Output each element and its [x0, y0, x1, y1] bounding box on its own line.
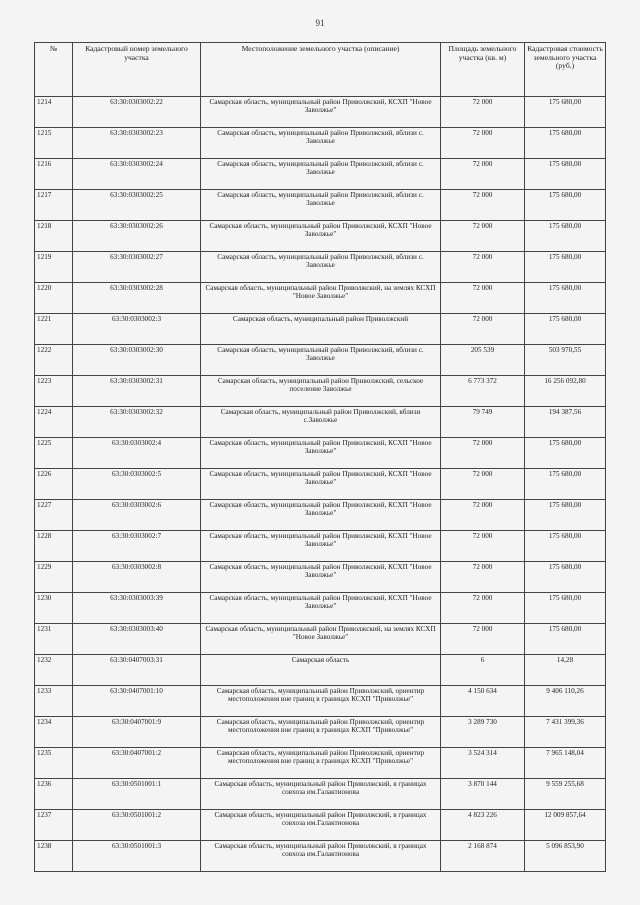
- cell-cadastral-cost: 9 559 255,68: [525, 779, 606, 810]
- cell-cadastral-number: 63:30:0303002:5: [73, 469, 201, 500]
- cell-num: 1220: [35, 283, 73, 314]
- cell-location: Самарская область, муниципальный район Приволжский, вблизи с. Заволжье: [201, 252, 441, 283]
- table-row: [35, 779, 606, 810]
- cell-num: 1227: [35, 500, 73, 531]
- cell-num: 1233: [35, 686, 73, 717]
- cell-num: 1236: [35, 779, 73, 810]
- land-plots-table: [34, 42, 606, 872]
- table-row: [35, 748, 606, 779]
- cell-cadastral-cost: 175 680,00: [525, 252, 606, 283]
- cell-cadastral-cost: 14,28: [525, 655, 606, 686]
- cell-cadastral-cost: 175 680,00: [525, 97, 606, 128]
- cell-cadastral-number: 63:30:0303002:28: [73, 283, 201, 314]
- cell-num: 1230: [35, 593, 73, 624]
- cell-cadastral-number: 63:30:0407001:2: [73, 748, 201, 779]
- cell-cadastral-cost: 175 680,00: [525, 314, 606, 345]
- cell-location: Самарская область, муниципальный район Приволжский, в границах совхоза им.Галактионова: [201, 779, 441, 810]
- cell-cadastral-number: 63:30:0407001:10: [73, 686, 201, 717]
- cell-area: 72 000: [441, 531, 525, 562]
- table-row: [35, 686, 606, 717]
- cell-cadastral-number: 63:30:0303002:3: [73, 314, 201, 345]
- cell-num: 1222: [35, 345, 73, 376]
- cell-num: 1238: [35, 841, 73, 872]
- cell-area: 72 000: [441, 128, 525, 159]
- cell-cadastral-cost: 175 680,00: [525, 562, 606, 593]
- table-row: [35, 159, 606, 190]
- table-row: [35, 469, 606, 500]
- cell-location: Самарская область, муниципальный район Приволжский, вблизи с. Заволжье: [201, 190, 441, 221]
- cell-cadastral-cost: 7 965 148,04: [525, 748, 606, 779]
- cell-num: 1223: [35, 376, 73, 407]
- cell-area: 2 168 874: [441, 841, 525, 872]
- cell-cadastral-number: 63:30:0303002:31: [73, 376, 201, 407]
- cell-cadastral-cost: 16 256 092,80: [525, 376, 606, 407]
- cell-cadastral-number: 63:30:0303002:27: [73, 252, 201, 283]
- table-row: [35, 593, 606, 624]
- cell-cadastral-number: 63:30:0501001:3: [73, 841, 201, 872]
- table-row: [35, 252, 606, 283]
- cell-cadastral-cost: 175 680,00: [525, 438, 606, 469]
- cell-num: 1229: [35, 562, 73, 593]
- cell-cadastral-cost: 175 680,00: [525, 593, 606, 624]
- cell-area: 3 524 314: [441, 748, 525, 779]
- cell-cadastral-cost: 175 680,00: [525, 500, 606, 531]
- cell-area: 72 000: [441, 252, 525, 283]
- cell-num: 1224: [35, 407, 73, 438]
- cell-num: 1234: [35, 717, 73, 748]
- cell-location: Самарская область, муниципальный район Приволжский, КСХП "Новое Заволжье": [201, 97, 441, 128]
- header-cadastral-number: Кадастровый номер земельного участка: [73, 43, 201, 97]
- cell-area: 72 000: [441, 438, 525, 469]
- cell-num: 1231: [35, 624, 73, 655]
- cell-num: 1232: [35, 655, 73, 686]
- cell-location: Самарская область, муниципальный район Приволжский, вблизи с. Заволжье: [201, 345, 441, 376]
- cell-location: Самарская область, муниципальный район Приволжский, вблизи с. Заволжье: [201, 128, 441, 159]
- cell-cadastral-number: 63:30:0407001:9: [73, 717, 201, 748]
- cell-area: 72 000: [441, 562, 525, 593]
- table-row: [35, 500, 606, 531]
- cell-cadastral-number: 63:30:0303003:40: [73, 624, 201, 655]
- table-header-row: [35, 43, 606, 97]
- cell-cadastral-number: 63:30:0303002:7: [73, 531, 201, 562]
- cell-area: 72 000: [441, 159, 525, 190]
- table-row: [35, 438, 606, 469]
- cell-area: 72 000: [441, 314, 525, 345]
- cell-num: 1215: [35, 128, 73, 159]
- table-row: [35, 810, 606, 841]
- cell-area: 3 289 730: [441, 717, 525, 748]
- cell-cadastral-number: 63:30:0303002:24: [73, 159, 201, 190]
- cell-location: Самарская область, муниципальный район Приволжский, КСХП "Новое Заволжье": [201, 469, 441, 500]
- table-row: [35, 717, 606, 748]
- cell-cadastral-cost: 175 680,00: [525, 128, 606, 159]
- cell-location: Самарская область, муниципальный район Приволжский, в границах совхоза им.Галактионова: [201, 810, 441, 841]
- cell-location: Самарская область, муниципальный район Приволжский, КСХП "Новое Заволжье": [201, 562, 441, 593]
- cell-cadastral-number: 63:30:0407003:31: [73, 655, 201, 686]
- cell-location: Самарская область, муниципальный район Приволжский: [201, 314, 441, 345]
- cell-num: 1216: [35, 159, 73, 190]
- cell-location: Самарская область, муниципальный район Приволжский, ориентир местоположения вне границ в границах КСХП "Приволжье": [201, 717, 441, 748]
- cell-location: Самарская область, муниципальный район Приволжский, на землях КСХП "Новое Заволжье": [201, 624, 441, 655]
- cell-cadastral-cost: 5 096 853,90: [525, 841, 606, 872]
- table-row: [35, 624, 606, 655]
- cell-area: 3 870 144: [441, 779, 525, 810]
- cell-cadastral-number: 63:30:0303002:25: [73, 190, 201, 221]
- cell-cadastral-number: 63:30:0303003:39: [73, 593, 201, 624]
- header-num: №: [35, 43, 73, 97]
- cell-cadastral-cost: 175 680,00: [525, 283, 606, 314]
- table-row: [35, 314, 606, 345]
- cell-num: 1226: [35, 469, 73, 500]
- cell-location: Самарская область, муниципальный район Приволжский, сельское поселение Заволжье: [201, 376, 441, 407]
- cell-num: 1219: [35, 252, 73, 283]
- cell-num: 1237: [35, 810, 73, 841]
- cell-cadastral-cost: 175 680,00: [525, 624, 606, 655]
- cell-area: 205 539: [441, 345, 525, 376]
- table-body: [35, 97, 606, 872]
- page-number: 91: [315, 18, 325, 28]
- table-row: [35, 97, 606, 128]
- cell-location: Самарская область, муниципальный район Приволжский, КСХП "Новое Заволжье": [201, 221, 441, 252]
- cell-cadastral-cost: 194 387,56: [525, 407, 606, 438]
- table-row: [35, 655, 606, 686]
- cell-cadastral-cost: 175 680,00: [525, 469, 606, 500]
- cell-cadastral-cost: 175 680,00: [525, 531, 606, 562]
- cell-cadastral-number: 63:30:0501001:2: [73, 810, 201, 841]
- cell-area: 72 000: [441, 624, 525, 655]
- cell-cadastral-number: 63:30:0501001:1: [73, 779, 201, 810]
- cell-cadastral-number: 63:30:0303002:30: [73, 345, 201, 376]
- cell-cadastral-number: 63:30:0303002:4: [73, 438, 201, 469]
- cell-cadastral-number: 63:30:0303002:26: [73, 221, 201, 252]
- cell-cadastral-number: 63:30:0303002:8: [73, 562, 201, 593]
- cell-num: 1214: [35, 97, 73, 128]
- cell-cadastral-number: 63:30:0303002:22: [73, 97, 201, 128]
- cell-location: Самарская область, муниципальный район Приволжский, на землях КСХП "Новое Заволжье": [201, 283, 441, 314]
- cell-num: 1221: [35, 314, 73, 345]
- header-location: Местоположение земельного участка (описание): [201, 43, 441, 97]
- cell-num: 1217: [35, 190, 73, 221]
- cell-num: 1235: [35, 748, 73, 779]
- cell-area: 72 000: [441, 469, 525, 500]
- cell-location: Самарская область, муниципальный район Приволжский, вблизи с. Заволжье: [201, 159, 441, 190]
- cell-num: 1225: [35, 438, 73, 469]
- cell-cadastral-cost: 7 431 399,36: [525, 717, 606, 748]
- cell-location: Самарская область, муниципальный район Приволжский, КСХП "Новое Заволжье": [201, 438, 441, 469]
- cell-location: Самарская область, муниципальный район Приволжский, вблизи с.Заволжье: [201, 407, 441, 438]
- cell-area: 72 000: [441, 221, 525, 252]
- cell-location: Самарская область, муниципальный район Приволжский, ориентир местоположения вне границ в границах КСХП "Приволжье": [201, 748, 441, 779]
- table-row: [35, 407, 606, 438]
- header-cadastral-cost: Кадастровая стоимость земельного участка (руб.): [525, 43, 606, 97]
- table-row: [35, 221, 606, 252]
- cell-area: 72 000: [441, 190, 525, 221]
- cell-cadastral-cost: 175 680,00: [525, 190, 606, 221]
- cell-area: 72 000: [441, 500, 525, 531]
- cell-cadastral-cost: 175 680,00: [525, 221, 606, 252]
- table-row: [35, 190, 606, 221]
- cell-cadastral-cost: 12 009 857,64: [525, 810, 606, 841]
- cell-area: 72 000: [441, 593, 525, 624]
- cell-area: 79 749: [441, 407, 525, 438]
- cell-location: Самарская область, муниципальный район Приволжский, КСХП "Новое Заволжье": [201, 531, 441, 562]
- cell-area: 4 823 226: [441, 810, 525, 841]
- cell-cadastral-number: 63:30:0303002:6: [73, 500, 201, 531]
- table-row: [35, 345, 606, 376]
- cell-location: Самарская область, муниципальный район Приволжский, ориентир местоположения вне границ в границах КСХП "Приволжье": [201, 686, 441, 717]
- cell-area: 72 000: [441, 97, 525, 128]
- cell-area: 4 150 634: [441, 686, 525, 717]
- table-row: [35, 128, 606, 159]
- cell-cadastral-cost: 503 970,55: [525, 345, 606, 376]
- table-row: [35, 376, 606, 407]
- cell-num: 1228: [35, 531, 73, 562]
- cell-area: 6 773 372: [441, 376, 525, 407]
- cell-location: Самарская область, муниципальный район Приволжский, в границах совхоза им.Галактионова: [201, 841, 441, 872]
- cell-area: 72 000: [441, 283, 525, 314]
- table-row: [35, 841, 606, 872]
- cell-cadastral-cost: 175 680,00: [525, 159, 606, 190]
- cell-area: 6: [441, 655, 525, 686]
- cell-cadastral-cost: 9 406 110,26: [525, 686, 606, 717]
- header-area: Площадь земельного участка (кв. м): [441, 43, 525, 97]
- table-row: [35, 283, 606, 314]
- cell-cadastral-number: 63:30:0303002:32: [73, 407, 201, 438]
- cell-num: 1218: [35, 221, 73, 252]
- table-row: [35, 531, 606, 562]
- cell-cadastral-number: 63:30:0303002:23: [73, 128, 201, 159]
- cell-location: Самарская область, муниципальный район Приволжский, КСХП "Новое Заволжье": [201, 500, 441, 531]
- cell-location: Самарская область: [201, 655, 441, 686]
- cell-location: Самарская область, муниципальный район Приволжский, КСХП "Новое Заволжье": [201, 593, 441, 624]
- table-row: [35, 562, 606, 593]
